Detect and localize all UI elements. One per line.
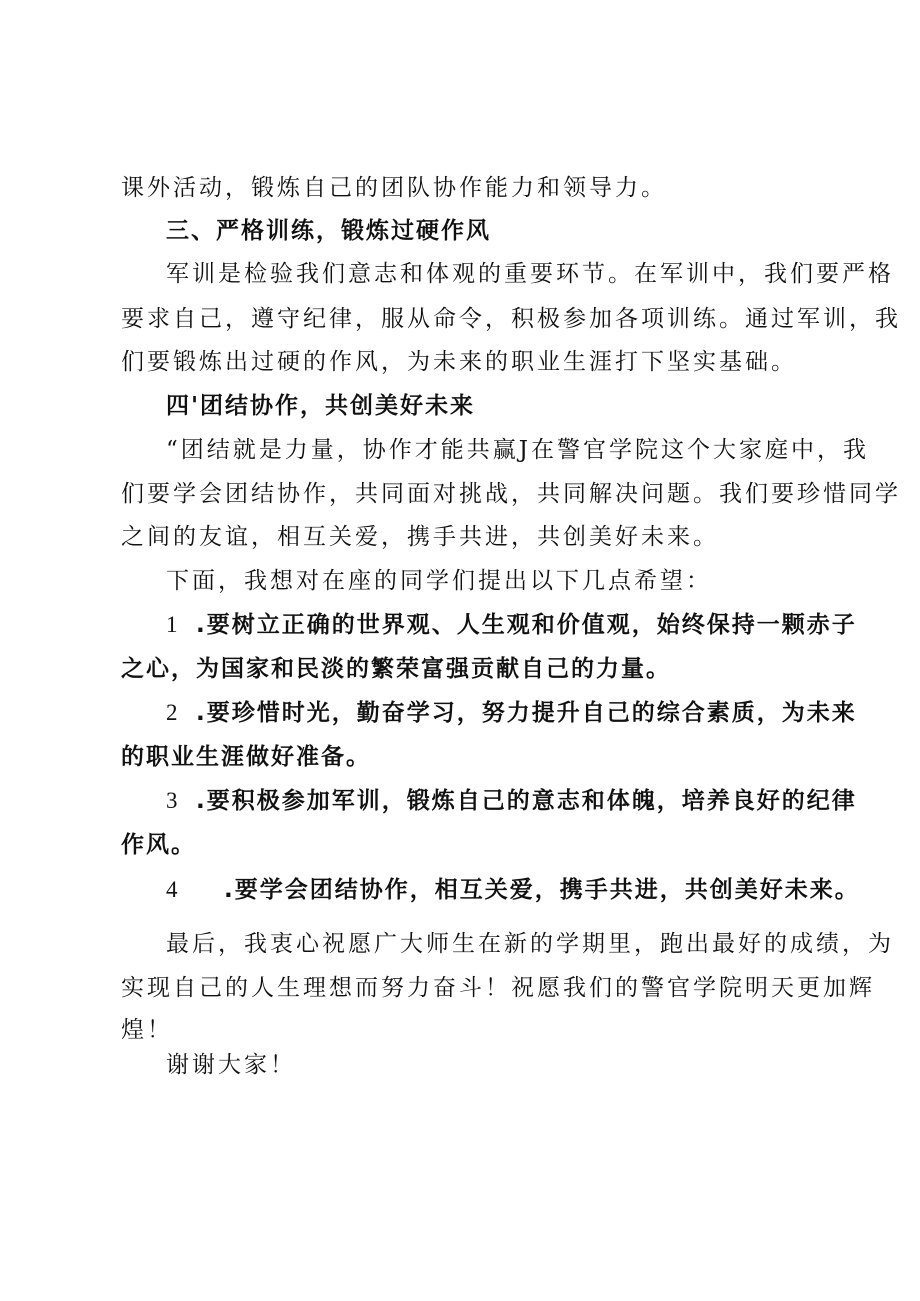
hope-item-4 <box>166 875 860 905</box>
hope-text: .要学会团结协作，相互关爱，携手共进，共创美好未来。 <box>224 877 860 903</box>
hope-item-2 <box>166 698 857 728</box>
closing-line: 实现自己的人生理想而努力奋斗！祝愿我们的警官学院明天更加辉 <box>121 975 875 1001</box>
hope-item-2-continued: 的职业生涯做好准备。 <box>121 744 371 770</box>
hope-text: .要积极参加军训，锻炼自己的意志和体魄，培养良好的纪律 <box>196 788 857 814</box>
paragraph-line: 之间的友谊，相互关爱，携手共进，共创美好未来。 <box>121 524 719 550</box>
hope-item-1-continued: 之心，为国家和民淡的繁荣富强贡献自己的力量。 <box>121 656 671 682</box>
closing-line: 最后，我衷心祝愿广大师生在新的学期里，跑出最好的成绩，为 <box>166 931 894 957</box>
paragraph-line: 们要学会团结协作，共同面对挑战，共同解决问题。我们要珍惜同学 <box>121 481 901 507</box>
paragraph-line: 要求自己，遵守纪律，服从命令，积极参加各项训练。通过军训，我 <box>121 306 901 332</box>
hope-number: 2 <box>166 700 180 725</box>
hope-number: 3 <box>166 788 180 813</box>
hope-item-3-continued: 作风。 <box>121 832 196 858</box>
hope-number: 1 <box>166 612 180 637</box>
hopes-intro: 下面，我想对在座的同学们提出以下几点希望： <box>166 568 712 594</box>
hope-item-1 <box>166 610 857 640</box>
closing-line: 煌！ <box>121 1017 173 1043</box>
paragraph-line: 课外活动，锻炼自己的团队协作能力和领导力。 <box>121 175 667 201</box>
hope-item-3 <box>166 786 857 816</box>
paragraph-line: 们要锻炼出过硬的作风，为未来的职业生涯打下坚实基础。 <box>121 349 797 375</box>
paragraph-line: 军训是检验我们意志和体观的重要环节。在军训中，我们要严格 <box>166 261 894 287</box>
hope-text: .要珍惜时光，勤奋学习，努力提升自己的综合素质，为未来 <box>196 700 857 726</box>
hope-text: .要树立正确的世界观、人生观和价值观，始终保持一颗赤子 <box>196 612 857 638</box>
paragraph-line: “团结就是力量，协作才能共赢J在警官学院这个大家庭中，我 <box>166 437 869 463</box>
section-heading-4: 四'团结协作，共创美好未来 <box>166 393 476 419</box>
section-heading-3: 三、严格训练，锻炼过硬作风 <box>166 218 491 244</box>
thanks-line: 谢谢大家！ <box>166 1052 296 1078</box>
hope-number: 4 <box>166 877 180 902</box>
